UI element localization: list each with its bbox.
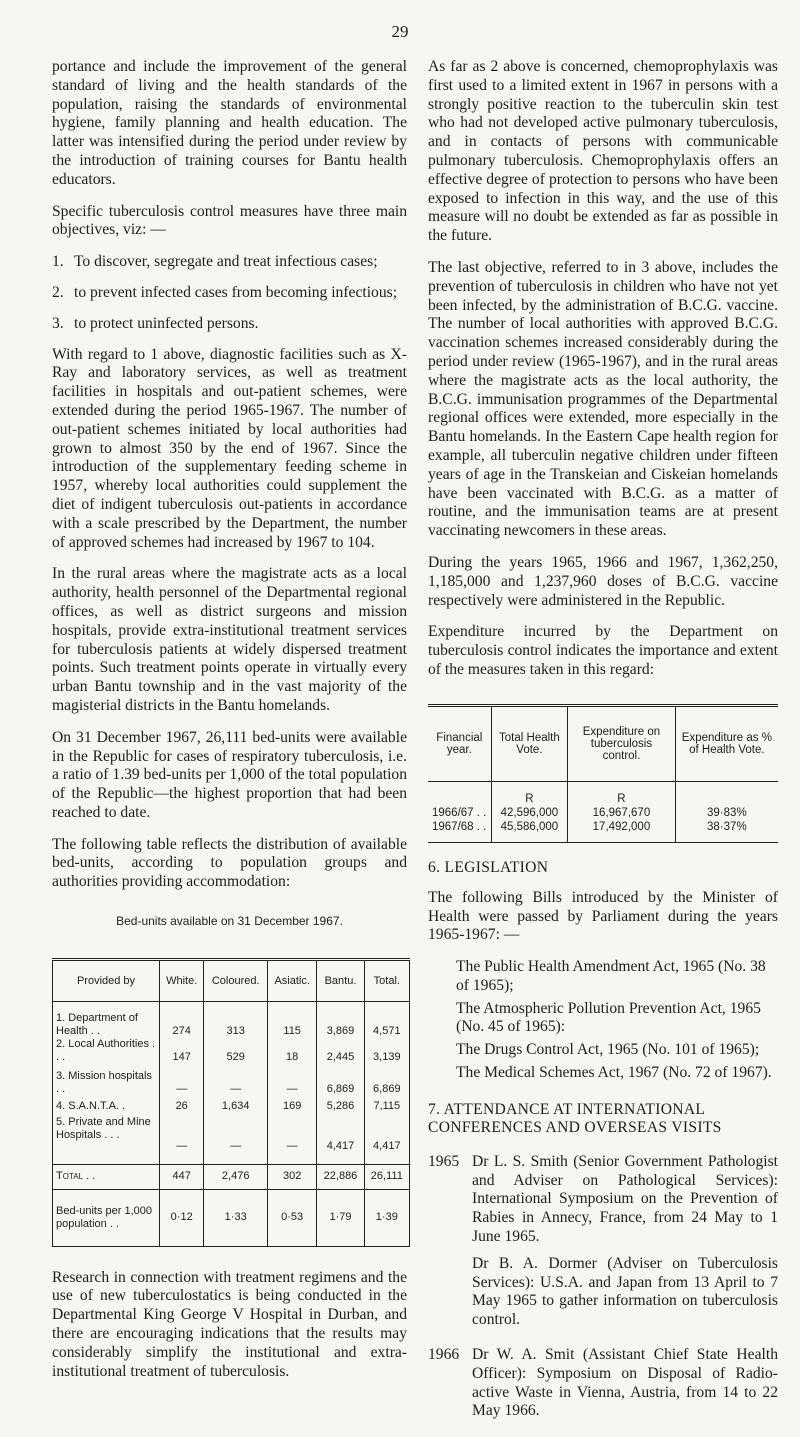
visit-year: 1965 [428,1152,460,1170]
row-label: Bed-units per 1,000 population . . [53,1189,160,1246]
cell: 1·79 [317,1189,364,1246]
list-item: The Public Health Amendment Act, 1965 (No. 38 of 1965); [456,958,766,994]
list-item [52,315,407,334]
row-label: 4. S.A.N.T.A. . [53,1100,160,1116]
cell [675,781,778,806]
visit-year-block [428,1153,778,1338]
list-number: 3. [52,314,64,332]
table-row [53,1100,410,1116]
table-header-row [428,705,778,781]
cell: 7,115 [364,1100,409,1116]
column-header: Bantu. [317,960,364,1002]
cell: 274 [160,1002,204,1039]
row-label: 3. Mission hospitals . . [53,1070,160,1100]
list-item [52,284,407,303]
cell: 6,869 [364,1070,409,1100]
cell: 4,417 [317,1116,364,1164]
cell: 3,139 [364,1038,409,1070]
cell: 4,417 [364,1116,409,1164]
table-row [428,806,778,820]
cell: 0·12 [160,1189,204,1246]
cell: 313 [204,1002,268,1039]
cell: 115 [267,1002,316,1039]
cell: 447 [160,1164,204,1189]
paragraph: On 31 December 1967, 26,111 bed-units were available in the Republic for cases of respiratory tuberculosis, i.e. a ratio of 1.39 bed-units per 1,000 of the total population of the Republic—the highest proportion that had been reached to date. [52,728,407,821]
row-label: 5. Private and Mine Hospitals . . . [53,1116,160,1164]
section-heading-text: 7. ATTENDANCE AT INTERNATIONAL CONFERENCES AND OVERSEAS VISITS [428,1100,722,1136]
unit-label: R [491,781,568,806]
cell [428,781,491,806]
table-row [53,1002,410,1039]
paragraph: With regard to 1 above, diagnostic facilities such as X-Ray and laboratory services, as well as treatment facilities in hospitals and out-patient schemes, were extended during the period 1965-1967. The number of out-patient schemes initiated by local authorities had grown to almost 350 by the end of 1967. Since the introduction of the supplementary feeding scheme in 1957, whereby local authorities could supplement the diet of indigent tuberculosis out-patients in accordance with a scale prescribed by the Department, the number of approved schemes had increased by 1967 to 104. [52,345,407,551]
right-column [428,58,778,1437]
paragraph: The last objective, referred to in 3 above, includes the prevention of tuberculosis in children who have not yet been infected, by the administration of B.C.G. vaccine. The number of local authorities with approved B.C.G. vaccination schemes increased considerably during the period under review (1965-1967), and in the rural areas where the magistrate acts as the local authority, the B.C.G. immunisation programmes of the Departmental regional offices were extended, more especially in the Bantu homelands. In the Eastern Cape health region for example, all tuberculin negative children under fifteen years of age in the Transkeian and Ciskeian homelands have been vaccinated with B.C.G. as a matter of routine, and the immunisation teams are at present vaccinating newcomers in these areas. [428,258,778,540]
cell: 302 [267,1164,316,1189]
column-header: Total. [364,960,409,1002]
row-label: 1. Department of Health . . [53,1002,160,1039]
visit-entry: Dr B. A. Dormer (Adviser on Tuberculosis Services): U.S.A. and Japan from 13 April to 7 May 1965 to gather information on tuberculosis control. [472,1254,778,1329]
list-text: to protect uninfected persons. [74,314,259,332]
cell: 169 [267,1100,316,1116]
list-text: to prevent infected cases from becoming infectious; [74,283,398,301]
table-row [53,1070,410,1100]
paragraph: Research in connection with treatment regimens and the use of new tuberculostatics is being conducted in the Departmental King George V Hospital in Durban, and there are encouraging indications that the results may considerably simplify the institutional and extra-institutional treatment of tuberculosis. [52,1268,407,1380]
cell: — [160,1116,204,1164]
cell: 1·33 [204,1189,268,1246]
table-row [53,1116,410,1164]
visit-year: 1966 [428,1346,460,1364]
paragraph: In the rural areas where the magistrate acts as a local authority, health personnel of the Departmental regional offices, as well as district surgeons and mission hospitals, provide extra-institutional treatment services for tuberculosis patients at widely dispersed treatment points. Such treatment points operate in virtually every urban Bantu township and in the vast majority of the magisterial districts in the Bantu homelands. [52,565,407,714]
list-item: The Drugs Control Act, 1965 (No. 101 of 1965); [456,1041,760,1059]
cell: 42,596,000 [491,806,568,820]
column-header: Asiatic. [267,960,316,1002]
unit-label: R [568,781,676,806]
column-header: Expenditure on tuberculosis control. [568,705,676,781]
list-number: 2. [52,283,64,301]
list-item: The Atmospheric Pollution Prevention Act, 1965 (No. 45 of 1965): [456,999,761,1036]
cell: 45,586,000 [491,820,568,843]
section-heading [428,1101,778,1137]
cell: 38·37% [675,820,778,843]
cell: 147 [160,1038,204,1070]
table-row [53,1038,410,1070]
list-item [52,253,407,272]
paragraph: As far as 2 above is concerned, chemoprophylaxis was first used to a limited extent in 1967 in persons with a strongly positive reaction to the tuberculin skin test who had not developed active pulmonary tuberculosis, and in contacts of persons with communicable pulmonary tuberculosis. Chemoprophylaxis offers an effective degree of protection to persons who have been exposed to infection in this way, and the use of this measure will no doubt be extended as far as possible in the future. [428,58,778,245]
row-label: Total . . [53,1164,160,1189]
cell: 6,869 [317,1070,364,1100]
cell: 1·39 [364,1189,409,1246]
table-total-row [53,1164,410,1189]
paragraph: During the years 1965, 1966 and 1967, 1,362,250, 1,185,000 and 1,237,960 doses of B.C.G. vaccine respectively were administered in the Republic. [428,553,778,609]
table-ratio-row [53,1189,410,1246]
table-row [428,820,778,843]
objectives-list [52,253,407,333]
column-header: Total Health Vote. [491,705,568,781]
column-header: Provided by [53,960,160,1002]
section-heading: 6. LEGISLATION [428,858,549,876]
cell: 1,634 [204,1100,268,1116]
cell: 26,111 [364,1164,409,1189]
table-header-row [53,960,410,1002]
cell: 3,869 [317,1002,364,1039]
table-caption: Bed-units available on 31 December 1967. [116,914,343,929]
cell: — [204,1116,268,1164]
visit-entry: Dr L. S. Smith (Senior Government Pathologist and Adviser on Pathological Services): International Symposium on the Prevention of Rabies in Annecy, France, from 24 May to 1 June 1965. [472,1152,778,1246]
paragraph: The following Bills introduced by the Minister of Health were passed by Parliament during the years 1965-1967: — [428,888,778,944]
left-column [52,58,407,1394]
cell: 2,476 [204,1164,268,1189]
cell: — [160,1070,204,1100]
cell: 17,492,000 [568,820,676,843]
paragraph: Expenditure incurred by the Department on tuberculosis control indicates the importance and extent of the measures taken in this regard: [428,623,778,678]
cell: 39·83% [707,806,747,819]
cell: 0·53 [267,1189,316,1246]
cell: 16,967,670 [568,806,676,820]
visit-entry: Dr W. A. Smit (Assistant Chief State Health Officer): Symposium on Disposal of Radio-active Waste in Vienna, Austria, from 14 to 22 May 1966. [472,1346,778,1420]
cell: 26 [160,1100,204,1116]
cell: 22,886 [317,1164,364,1189]
paragraph: portance and include the improvement of the general standard of living and the health standards of the population, raising the standards of environmental hygiene, family planning and health education. The latter was intensified during the period under review by the introduction of training courses for Bantu health educators. [52,58,407,188]
column-header: Expenditure as % of Health Vote. [675,705,778,781]
paragraph: Specific tuberculosis control measures have three main objectives, viz: — [52,202,407,239]
cell: 5,286 [317,1100,364,1116]
unit-row [428,781,778,806]
cell: 18 [267,1038,316,1070]
acts-list [428,958,778,1083]
list-number: 1. [52,253,64,271]
cell: — [267,1116,316,1164]
row-label: 2. Local Authorities . . . [53,1038,160,1070]
visit-year-block [428,1346,778,1429]
cell: — [267,1070,316,1100]
column-header: White. [160,960,204,1002]
expenditure-table [428,704,778,843]
page-number: 29 [391,22,409,41]
visit-entries [472,1346,778,1429]
column-header: Financial year. [428,705,491,781]
cell: 529 [204,1038,268,1070]
cell: — [204,1070,268,1100]
list-text: To discover, segregate and treat infectious cases; [74,253,378,271]
paragraph: The following table reflects the distribution of available bed-units, according to population groups and authorities providing accommodation: [52,835,407,891]
cell: 4,571 [364,1002,409,1039]
list-item: The Medical Schemes Act, 1967 (No. 72 of 1967). [456,1064,772,1082]
cell: 2,445 [317,1038,364,1070]
visit-entries [472,1153,778,1338]
row-label: 1967/68 . . [428,820,491,843]
row-label: 1966/67 . . [428,806,491,820]
bed-units-table [52,958,410,1247]
column-header: Coloured. [204,960,268,1002]
